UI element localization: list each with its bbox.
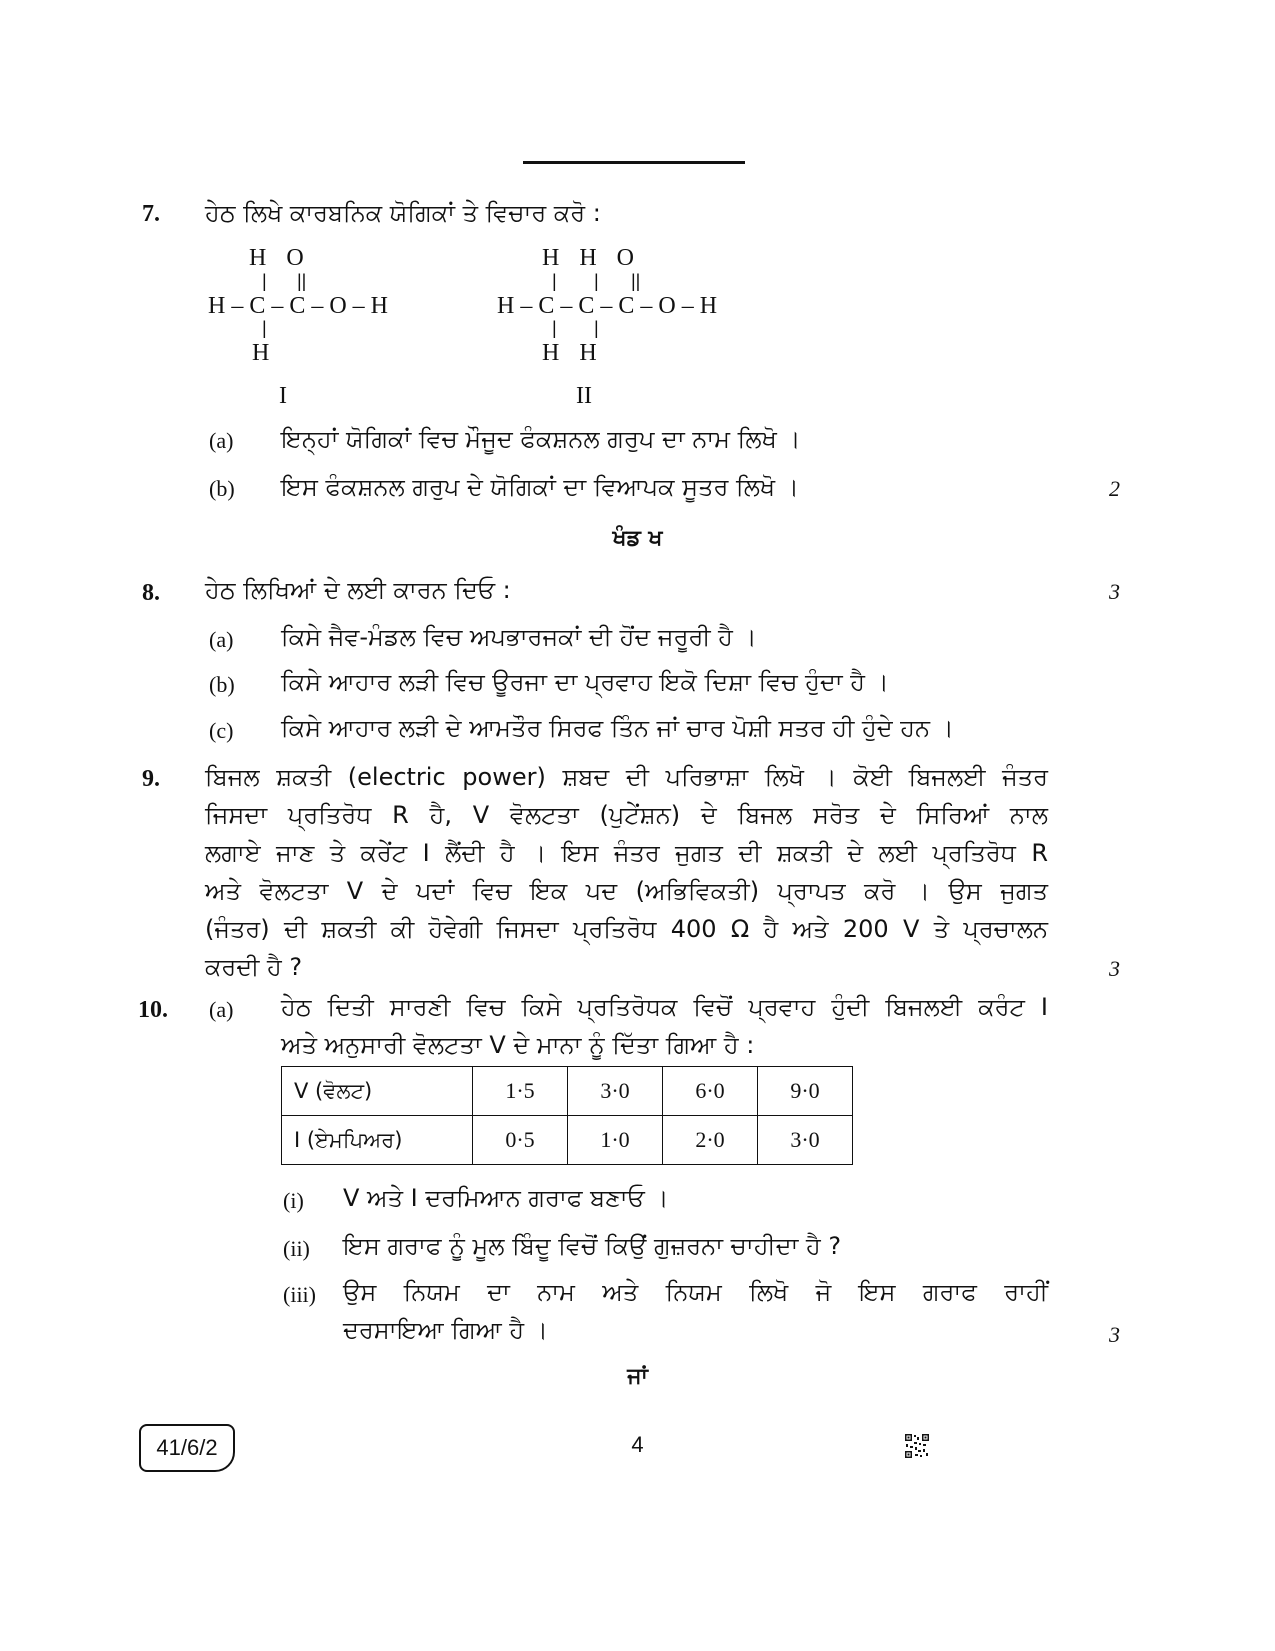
question-text-line: ਅਤੇ ਅਨੁਸਾਰੀ ਵੋਲਟਤਾ V ਦੇ ਮਾਨਾ ਨੂੰ ਦਿੱਤਾ ਗਿਆ ਹੈ : — [281, 1031, 755, 1059]
table-cell: 6·0 — [663, 1067, 758, 1116]
marks: 2 — [1109, 476, 1120, 501]
question-number: 9. — [142, 766, 160, 792]
subpart-label: (c) — [209, 718, 234, 743]
subpart-label: (b) — [209, 672, 235, 697]
compound-label: II — [576, 383, 592, 409]
subpart-text: ਕਿਸੇ ਜੈਵ-ਮੰਡਲ ਵਿਚ ਅਪਭਾਰਜਕਾਂ ਦੀ ਹੋਂਦ ਜਰੂਰੀ ਹੈ । — [281, 623, 757, 651]
table-cell: 3·0 — [568, 1067, 663, 1116]
subpart-text: ਉਸ ਨਿਯਮ ਦਾ ਨਾਮ ਅਤੇ ਨਿਯਮ ਲਿਖੋ ਜੋ ਇਸ ਗਰਾਫ ਰਾਹੀਂ — [343, 1278, 1048, 1306]
subpart-label: (a) — [209, 428, 234, 453]
subpart-text: ਇਸ ਗਰਾਫ ਨੂੰ ਮੂਲ ਬਿੰਦੂ ਵਿਚੋਂ ਕਿਉਂ ਗੁਜ਼ਰਨਾ ਚਾਹੀਦਾ ਹੈ ? — [343, 1232, 842, 1260]
question-text-line: ਕਰਦੀ ਹੈ ? — [205, 953, 303, 981]
subpart-text: V ਅਤੇ I ਦਰਮਿਆਨ ਗਰਾਫ ਬਣਾਓ । — [343, 1184, 669, 1212]
compound-label: I — [279, 383, 287, 409]
question-text: ਹੇਠ ਲਿਖਿਆਂ ਦੇ ਲਈ ਕਾਰਨ ਦਿਓ : — [205, 576, 511, 604]
table-cell: 9·0 — [758, 1067, 853, 1116]
formula-top-atoms: H O — [249, 245, 304, 271]
single-bond: | — [594, 271, 599, 291]
subpart-label: (a) — [209, 997, 234, 1022]
subpart-label: (ii) — [283, 1236, 310, 1261]
voltage-current-table — [281, 1066, 853, 1165]
top-rule — [523, 161, 745, 164]
subpart-text: ਕਿਸੇ ਆਹਾਰ ਲੜੀ ਵਿਚ ਊਰਜਾ ਦਾ ਪ੍ਰਵਾਹ ਇਕੋ ਦਿਸ਼ਾ ਵਿਚ ਹੁੰਦਾ ਹੈ । — [281, 668, 889, 696]
subpart-text: ਦਰਸਾਇਆ ਗਿਆ ਹੈ । — [343, 1316, 548, 1344]
table-cell: 1·0 — [568, 1116, 663, 1165]
table-cell: 0·5 — [473, 1116, 568, 1165]
subpart-label: (b) — [209, 476, 235, 501]
table-row — [282, 1116, 853, 1165]
formula-main-chain: H – C – C – C – O – H — [497, 293, 718, 319]
page-number: 4 — [631, 1432, 644, 1457]
double-bond: || — [631, 271, 641, 291]
row-header: I (ਏਮਪਿਅਰ) — [282, 1116, 473, 1165]
table-cell: 3·0 — [758, 1116, 853, 1165]
subpart-text: ਕਿਸੇ ਆਹਾਰ ਲੜੀ ਦੇ ਆਮਤੌਰ ਸਿਰਫ ਤਿੰਨ ਜਾਂ ਚਾਰ ਪੋਸ਼ੀ ਸਤਰ ਹੀ ਹੁੰਦੇ ਹਨ । — [281, 714, 954, 742]
formula-top-atoms: H H O — [542, 245, 634, 271]
single-bond: | — [262, 271, 267, 291]
single-bond: | — [552, 271, 557, 291]
formula-bottom-atoms: H H — [542, 340, 597, 366]
section-heading: ਖੰਡ ਖ — [612, 526, 663, 551]
single-bond: | — [262, 318, 267, 338]
question-number: 8. — [142, 580, 160, 606]
question-text-line: ਅਤੇ ਵੋਲਟਤਾ V ਦੇ ਪਦਾਂ ਵਿਚ ਇਕ ਪਦ (ਅਭਿਵਿਕਤੀ) ਪ੍ਰਾਪਤ ਕਰੋ । ਉਸ ਜੁਗਤ — [205, 877, 1048, 905]
subpart-text: ਇਨ੍ਹਾਂ ਯੋਗਿਕਾਂ ਵਿਚ ਮੌਜੂਦ ਫੰਕਸ਼ਨਲ ਗਰੁਪ ਦਾ ਨਾਮ ਲਿਖੋ । — [281, 425, 801, 453]
subpart-text: ਇਸ ਫੰਕਸ਼ਨਲ ਗਰੁਪ ਦੇ ਯੋਗਿਕਾਂ ਦਾ ਵਿਆਪਕ ਸੂਤਰ ਲਿਖੋ । — [281, 473, 799, 501]
subpart-label: (a) — [209, 627, 234, 652]
qr-code-icon — [904, 1433, 930, 1459]
formula-bottom-atoms: H — [252, 340, 270, 366]
subpart-label: (iii) — [283, 1282, 316, 1307]
marks: 3 — [1109, 579, 1120, 604]
question-text-line: ਬਿਜਲ ਸ਼ਕਤੀ (electric power) ਸ਼ਬਦ ਦੀ ਪਰਿਭਾਸ਼ਾ ਲਿਖੋ । ਕੋਈ ਬਿਜਲਈ ਜੰਤਰ — [205, 763, 1048, 791]
subpart-label: (i) — [283, 1188, 304, 1213]
table-row — [282, 1067, 853, 1116]
table-cell: 2·0 — [663, 1116, 758, 1165]
or-separator: ਜਾਂ — [627, 1364, 648, 1389]
marks: 3 — [1109, 956, 1120, 981]
paper-code-badge: 41/6/2 — [139, 1424, 235, 1472]
double-bond: || — [297, 271, 307, 291]
table-cell: 1·5 — [473, 1067, 568, 1116]
single-bond: | — [594, 318, 599, 338]
question-text-line: ਜਿਸਦਾ ਪ੍ਰਤਿਰੋਧ R ਹੈ, V ਵੋਲਟਤਾ (ਪੁਟੇਂਸ਼ਨ) ਦੇ ਬਿਜਲ ਸਰੋਤ ਦੇ ਸਿਰਿਆਂ ਨਾਲ — [205, 801, 1048, 829]
question-number: 7. — [142, 201, 160, 227]
question-text: ਹੇਠ ਲਿਖੇ ਕਾਰਬਨਿਕ ਯੋਗਿਕਾਂ ਤੇ ਵਿਚਾਰ ਕਰੋ : — [205, 199, 601, 227]
marks: 3 — [1109, 1322, 1120, 1347]
question-number: 10. — [138, 997, 168, 1023]
row-header: V (ਵੋਲਟ) — [282, 1067, 473, 1116]
question-text-line: ਹੇਠ ਦਿਤੀ ਸਾਰਣੀ ਵਿਚ ਕਿਸੇ ਪ੍ਰਤਿਰੋਧਕ ਵਿਚੋਂ ਪ੍ਰਵਾਹ ਹੁੰਦੀ ਬਿਜਲਈ ਕਰੰਟ I — [281, 993, 1048, 1021]
single-bond: | — [552, 318, 557, 338]
question-text-line: ਲਗਾਏ ਜਾਣ ਤੇ ਕਰੇਂਟ I ਲੈਂਦੀ ਹੈ । ਇਸ ਜੰਤਰ ਜੁਗਤ ਦੀ ਸ਼ਕਤੀ ਦੇ ਲਈ ਪ੍ਰਤਿਰੋਧ R — [205, 839, 1048, 867]
question-text-line: (ਜੰਤਰ) ਦੀ ਸ਼ਕਤੀ ਕੀ ਹੋਵੇਗੀ ਜਿਸਦਾ ਪ੍ਰਤਿਰੋਧ 400 Ω ਹੈ ਅਤੇ 200 V ਤੇ ਪ੍ਰਚਾਲਨ — [205, 915, 1048, 943]
formula-main-chain: H – C – C – O – H — [208, 293, 389, 319]
